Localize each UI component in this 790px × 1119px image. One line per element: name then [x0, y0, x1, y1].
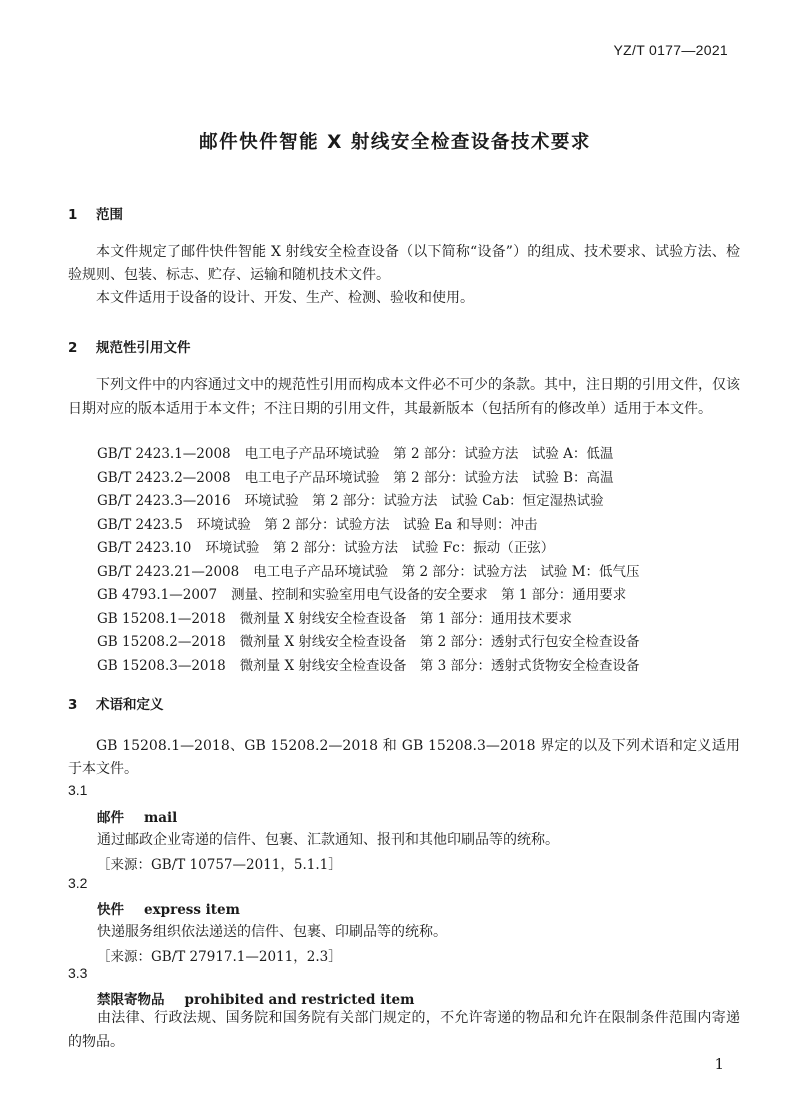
ref-code: GB 15208.2—2018	[97, 634, 226, 650]
list-item	[97, 537, 640, 561]
list-item	[97, 443, 640, 467]
section-number: 1	[68, 207, 78, 223]
list-item	[97, 631, 640, 655]
ref-code: GB/T 2423.2—2008	[97, 469, 231, 486]
ref-title: 微剂量 X 射线安全检查设备 第 3 部分：透射式货物安全检查设备	[239, 657, 640, 674]
section-number: 2	[68, 340, 78, 356]
ref-title: 环境试验 第 2 部分：试验方法 试验 Ea 和导则：冲击	[196, 516, 538, 533]
ref-code: GB/T 2423.3—2016	[97, 493, 231, 509]
term-definition: 通过邮政企业寄递的信件、包裹、汇款通知、报刊和其他印刷品等的统称。	[97, 832, 559, 848]
list-item	[97, 584, 640, 608]
section-title: 范围	[96, 207, 123, 223]
ref-code: GB/T 2423.1—2008	[97, 446, 231, 462]
ref-title: 环境试验 第 2 部分：试验方法 试验 Cab：恒定湿热试验	[244, 493, 604, 509]
scope-paragraph-2: 本文件适用于设备的设计、开发、生产、检测、验收和使用。	[96, 290, 474, 306]
section-title: 术语和定义	[96, 697, 164, 713]
term-name	[97, 806, 177, 826]
normative-reference-list	[97, 443, 640, 678]
term-source: ［来源：GB/T 10757—2011，5.1.1］	[97, 857, 342, 873]
ref-code: GB 4793.1—2007	[97, 587, 218, 603]
term-number: 3.1	[68, 782, 88, 798]
term-definition: 快递服务组织依法递送的信件、包裹、印刷品等的统称。	[97, 924, 447, 940]
term-name-zh: 快件	[97, 902, 124, 918]
term-name	[97, 988, 414, 1008]
section-title: 规范性引用文件	[96, 340, 191, 356]
term-name	[97, 898, 240, 918]
list-item	[97, 608, 640, 632]
ref-title: 电工电子产品环境试验 第 2 部分：试验方法 试验 M：低气压	[253, 563, 640, 580]
ref-title: 测量、控制和实验室用电气设备的安全要求 第 1 部分：通用要求	[231, 587, 627, 603]
ref-title: 电工电子产品环境试验 第 2 部分：试验方法 试验 B：高温	[244, 469, 614, 486]
term-number: 3.2	[68, 875, 88, 891]
term-source: ［来源：GB/T 27917.1—2011，2.3］	[97, 949, 342, 965]
normative-refs-intro: 下列文件中的内容通过文中的规范性引用而构成本文件必不可少的条款。其中，注日期的引用文件，仅该日期对应的版本适用于本文件；不注日期的引用文件，其最新版本（包括所有的修改单）适用于本文件。	[68, 377, 740, 417]
list-item	[97, 467, 640, 491]
list-item	[97, 561, 640, 585]
section-heading-scope	[68, 203, 123, 223]
section-heading-normative-refs	[68, 336, 191, 356]
page-number: 1	[714, 1055, 724, 1073]
term-name-zh: 禁限寄物品	[97, 992, 165, 1008]
ref-title: 环境试验 第 2 部分：试验方法 试验 Fc：振动（正弦）	[205, 540, 555, 556]
document-title: 邮件快件智能 X 射线安全检查设备技术要求	[199, 132, 591, 153]
ref-code: GB/T 2423.21—2008	[97, 563, 240, 580]
list-item	[97, 490, 640, 514]
ref-code: GB 15208.1—2018	[97, 610, 226, 627]
list-item	[97, 655, 640, 679]
term-definition: 由法律、行政法规、国务院和国务院有关部门规定的，不允许寄递的物品和允许在限制条件范围内寄递的物品。	[68, 1010, 740, 1050]
section-number: 3	[68, 697, 78, 713]
ref-title: 微剂量 X 射线安全检查设备 第 1 部分：通用技术要求	[239, 610, 573, 627]
ref-code: GB/T 2423.5	[97, 516, 183, 533]
term-name-en: mail	[144, 810, 178, 826]
ref-title: 电工电子产品环境试验 第 2 部分：试验方法 试验 A：低温	[244, 446, 614, 462]
term-name-en: express item	[144, 902, 240, 918]
term-number: 3.3	[68, 965, 88, 981]
ref-title: 微剂量 X 射线安全检查设备 第 2 部分：透射式行包安全检查设备	[239, 634, 640, 650]
ref-code: GB/T 2423.10	[97, 540, 192, 556]
list-item	[97, 514, 640, 538]
terms-intro: GB 15208.1—2018、GB 15208.2—2018 和 GB 15208.3—2018 界定的以及下列术语和定义适用于本文件。	[68, 738, 740, 777]
scope-paragraph-1: 本文件规定了邮件快件智能 X 射线安全检查设备（以下简称“设备”）的组成、技术要求、试验方法、检验规则、包装、标志、贮存、运输和随机技术文件。	[68, 244, 740, 283]
section-heading-terms	[68, 693, 164, 713]
term-name-zh: 邮件	[97, 810, 124, 826]
standard-code: YZ/T 0177—2021	[613, 42, 728, 58]
ref-code: GB 15208.3—2018	[97, 657, 226, 674]
term-name-en: prohibited and restricted item	[184, 992, 415, 1008]
